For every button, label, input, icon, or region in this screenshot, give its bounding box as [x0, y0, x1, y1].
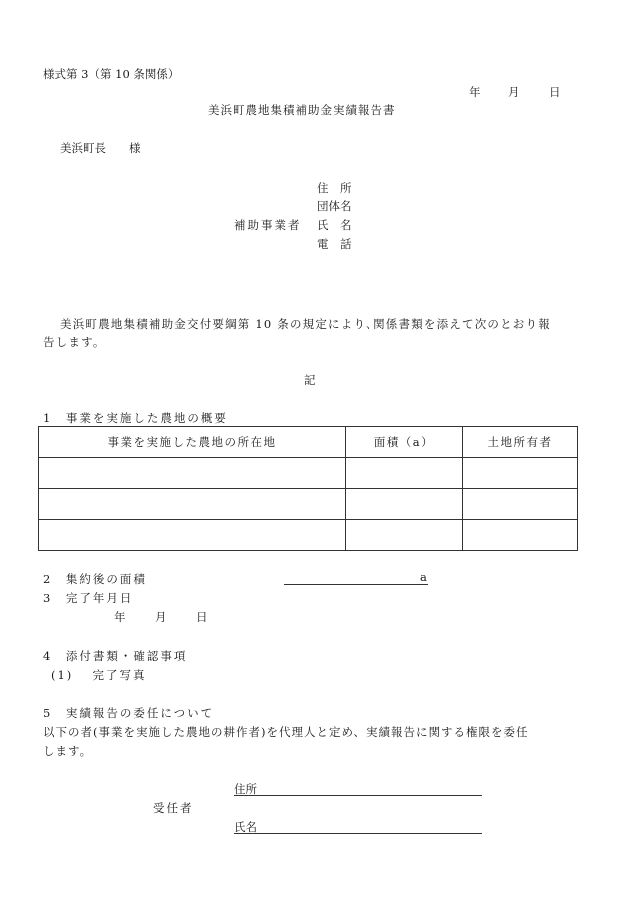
document-title: 美浜町農地集積補助金実績報告書 [208, 103, 396, 117]
section2-heading: 2 集約後の面積 [43, 572, 147, 586]
form-number: 様式第 3（第 10 条関係） [43, 67, 180, 81]
table-cell [39, 458, 346, 489]
addressee: 美浜町長 様 [60, 141, 141, 155]
ki-heading: 記 [304, 373, 316, 387]
farmland-table [38, 426, 578, 551]
table-header-row [39, 427, 578, 458]
date-year: 年 [469, 85, 481, 99]
table-row [39, 520, 578, 551]
table-row [39, 489, 578, 520]
section4-item1: (1) 完了写真 [51, 668, 147, 682]
date-month: 月 [508, 85, 520, 99]
column-header-owner: 土地所有者 [463, 427, 578, 458]
completion-year: 年 [114, 610, 126, 624]
table-cell [39, 520, 346, 551]
delegate-address-label: 住所 [234, 782, 257, 796]
delegate-label: 受任者 [153, 801, 194, 815]
section1-heading: 1 事業を実施した農地の概要 [43, 411, 228, 425]
table-cell [463, 520, 578, 551]
delegate-name-label: 氏名 [234, 820, 257, 834]
completion-month: 月 [155, 610, 167, 624]
applicant-role-label: 補助事業者 [234, 218, 302, 232]
section5-heading: 5 実績報告の委任について [43, 706, 215, 720]
section4-heading: 4 添付書類・確認事項 [43, 649, 188, 663]
completion-day: 日 [196, 610, 208, 624]
section5-line1: 以下の者(事業を実施した農地の耕作者)を代理人と定め、実績報告に関する権限を委任 [43, 725, 529, 739]
column-header-area: 面積（a） [346, 427, 463, 458]
table-cell [39, 489, 346, 520]
section5-line2: します。 [43, 744, 93, 758]
table-cell [346, 458, 463, 489]
body-text-line2: 告します。 [43, 335, 106, 349]
table-cell [463, 489, 578, 520]
table-cell [346, 489, 463, 520]
applicant-org-label: 団体名 [317, 199, 352, 213]
table-row [39, 458, 578, 489]
area-underline [284, 584, 428, 585]
table-cell [463, 458, 578, 489]
body-text-line1: 美浜町農地集積補助金交付要綱第 10 条の規定により､関係書類を添えて次のとおり報 [60, 317, 551, 331]
column-header-location: 事業を実施した農地の所在地 [39, 427, 346, 458]
applicant-address-label: 住 所 [317, 181, 352, 195]
area-unit: a [420, 570, 427, 584]
section3-heading: 3 完了年月日 [43, 591, 134, 605]
applicant-phone-label: 電 話 [317, 237, 352, 251]
delegate-name-line [234, 833, 482, 834]
date-day: 日 [549, 85, 561, 99]
applicant-name-label: 氏 名 [317, 218, 352, 232]
table-cell [346, 520, 463, 551]
delegate-address-line [234, 795, 482, 796]
